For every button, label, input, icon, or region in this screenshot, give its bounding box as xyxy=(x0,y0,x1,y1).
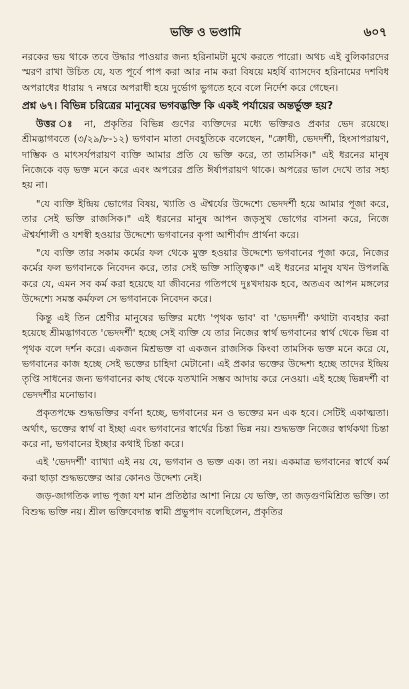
paragraph-pure-devotion: প্রকৃতপক্ষে শুদ্ধভক্তির বর্ণনা হচ্ছে, ভগবানের মন ও ভক্তের মন এক হবে। সেটিই একাত্মতা। অর্থাৎ, ভক্তের স্বার্থ বা ইচ্ছা এবং ভগবানের স্বার্থের চিন্তা ভিন্ন নয়। শুদ্ধভক্ত নিজের স্বার্থকথা চিন্তা করে না, ভগবানের ইচ্ছার কথাই চিন্তা করে। xyxy=(22,408,389,450)
paragraph-bhedadarshi: কিন্তু এই তিন শ্রেণীর মানুষের ভক্তির মধ্যে 'পৃথক ভাব' বা 'ভেদদর্শী' কথাটা ব্যবহার করা হয়েছে শ্রীমদ্ভাগবতে 'ভেদদর্শী' হচ্ছে সেই ব্যক্তি যে তার নিজের স্বার্থ ভগবানের স্বার্থ থেকে ভিন্ন বা পৃথক বলে দর্শন করে। একজন মিশ্রভক্ত বা একজন রাজসিক কিংবা তামসিক ভক্ত মনে করে যে, ভগবানের কাজ হচ্ছে সেই ভক্তের চাহিদা মেটানো। এই প্রকার ভক্তের উদ্দেশ্য হচ্ছে তাদের ইন্দ্রিয় তৃপ্তি সাধনের জন্য ভগবানের কাছ থেকে যতখানি সম্ভব আদায় করে নেওয়া। এই হচ্ছে ভিন্নদর্শী বা ভেদদর্শীর মনোভাব। xyxy=(22,312,389,401)
answer-paragraph xyxy=(22,117,389,194)
body-text xyxy=(22,50,389,520)
answer-label: উত্তর ঃ xyxy=(36,118,77,130)
question-label: প্রশ্ন ৬৭। xyxy=(22,100,58,113)
question-text: বিভিন্ন চরিত্রের মানুষের ভগবদ্ভক্তি কি একই পর্যায়ের অন্তর্ভুক্ত হয়? xyxy=(60,100,334,113)
paragraph-explanation: এই 'ভেদদর্শী' ব্যাখ্যা এই নয় যে, ভগবান ও ভক্ত এক। তা নয়। একমাত্র ভগবানের স্বার্থে কর্ম করা ছাড়া শুদ্ধভক্তের আর কোনও উদ্দেশ্য নেই। xyxy=(22,457,389,484)
paragraph-1: নরকের ভয় থাকে তবে উদ্ধার পাওয়ার জন্য হরিনামটা মুখে করতে পারো। অথচ এই বুলিকারদের স্মরণ রাখা উচিত যে, যত পূর্বে পাপ করা আর নাম করা বিষয়ে মহর্ষি ব্যাসদেব হরিনামের দশবিধ অপরাধের ধারায় ৭ নম্বরে অপরাধী হয়ে দুর্ভোগ ভুগতে হবে বলে নির্দেশ করে গেছেন। xyxy=(22,52,389,94)
answer-text: না, প্রকৃতির বিভিন্ন গুণের ব্যক্তিদের মধ্যে ভক্তিরও প্রকার ভেদ রয়েছে। শ্রীমদ্ভাগবতে (৩/২৯/৮-১২) ভগবান মাতা দেবহূতিকে বলেছেন, "ক্রোধী, ভেদদর্শী, হিংসাপরায়ণ, দাম্ভিক ও মাৎসর্যপরায়ণ ব্যক্তি আমার প্রতি যে ভক্তি করে, তা তামসিক।" এই ধরনের মানুষ নিজেকে বড় ভক্ত মনে করে এবং অপরের প্রতি ঈর্ষাপরায়ণ থাকে। অপরের ভাল দেখে তার সহ্য হয় না। xyxy=(22,118,389,192)
question-block xyxy=(22,99,389,115)
paragraph-sattvic: "যে ব্যক্তি তার সকাম কর্মের ফল থেকে মুক্ত হওয়ার উদ্দেশ্যে ভগবানের পূজা করে, নিজের কর্মের ফল ভগবানকে নিবেদন করে, তার সেই ভক্তি সাত্ত্বিক।" এই ধরনের মানুষ যখন উপলব্ধি করে যে, এমন সব কর্ম করা হয়েছে যা জীবনের গতিপথে দুঃখদায়ক হবে, অতএব আপন মঙ্গলের উদ্দেশ্যে সমস্ত কর্মফল সে ভগবানকে নিবেদন করে। xyxy=(22,248,389,306)
paragraph-material-devotion: জড়-জাগতিক লাভ পূজা যশ মান প্রতিষ্ঠার আশা নিয়ে যে ভক্তি, তা জড়গুণমিশ্রিত ভক্তি। তা বিশুদ্ধ ভক্তি নয়। শ্রীল ভক্তিবেদান্ত স্বামী প্রভুপাদ বলেছিলেন, প্রকৃতির xyxy=(22,491,389,518)
page-number: ৬০৭ xyxy=(363,25,387,39)
page-header xyxy=(22,20,389,42)
running-title: ভক্তি ও ভণ্ডামি xyxy=(170,25,241,39)
paragraph-rajasic: "যে ব্যক্তি ইন্দ্রিয় ভোগের বিষয়, খ্যাতি ও ঐশ্বর্যের উদ্দেশ্যে ভেদদর্শী হয়ে আমার পূজা করে, তার সেই ভক্তি রাজসিক।" এই ধরনের মানুষ আপন জড়সুখ ভোগের বাসনা করে, নিজে ঐশ্বর্যশালী ও যশস্বী হওয়ার উদ্দেশ্যে ভগবানের কৃপা আশীর্বাদ প্রার্থনা করে। xyxy=(22,198,389,241)
